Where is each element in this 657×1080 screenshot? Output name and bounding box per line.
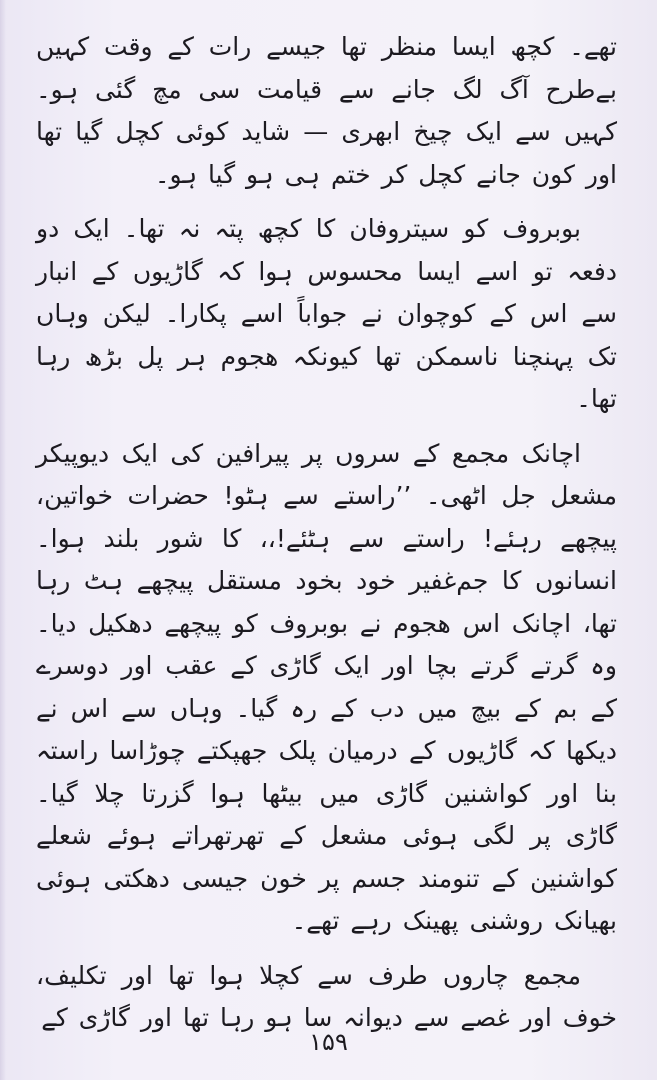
page-number: ۱۵۹ [309, 1028, 348, 1056]
paragraph: مجمع چاروں طرف سے کچلا ہوا تھا اور تکلیف، خوف اور غصے سے دیوانہ سا ہو رہا تھا اور گاڑی کے [36, 960, 617, 1032]
body-text [36, 26, 617, 1040]
paragraph: اچانک مجمع کے سروں پر پیرافین کی ایک دیوپیکر مشعل جل اٹھی۔ ’’راستے سے ہٹو! حضرات خواتین، پیچھے رہئے! راستے سے ہٹئے!،، کا شور بلند ہوا۔ انسانوں کا جم‌غفیر خود بخود مستقل پیچھے ہٹ رہا تھا، اچانک اس ھجوم نے بوبروف کو پیچھے دھکیل دیا۔ وہ گرتے گرتے بچا اور ایک گاڑی کے عقب اور دوسرے کے بم کے بیچ میں دب کے رہ گیا۔ وہاں سے اس نے دیکھا کہ گاڑیوں کے درمیان پلک جھپکتے چوڑاسا راستہ بنا اور کواشنین گاڑی میں بیٹھا ہوا گزرتا چلا گیا۔ گاڑی پر لگی ہوئی مشعل کے تھرتھراتے ہوئے شعلے کواشنین کے تنومند جسم پر خون جیسی دھکتی ہوئی بھیانک روشنی پھینک رہے تھے۔ [36, 438, 617, 935]
paragraph: تھے۔ کچھ ایسا منظر تھا جیسے رات کے وقت کہیں بےطرح آگ لگ جانے سے قیامت سی مچ گئی ہو۔ کہیں سے ایک چیخ ابھری — شاید کوئی کچل گیا تھا اور کون جانے کچل کر ختم ہی ہو گیا ہو۔ [36, 32, 617, 189]
paragraph: بوبروف کو سیتروفان کا کچھ پتہ نہ تھا۔ ایک دو دفعہ تو اسے ایسا محسوس ہوا کہ گاڑیوں کے انبار سے اس کے کوچوان نے جواباً اسے پکارا۔ لیکن وہاں تک پہنچنا ناسمکن تھا کیونکہ ھجوم ہر پل بڑھ رہا تھا۔ [36, 214, 617, 413]
